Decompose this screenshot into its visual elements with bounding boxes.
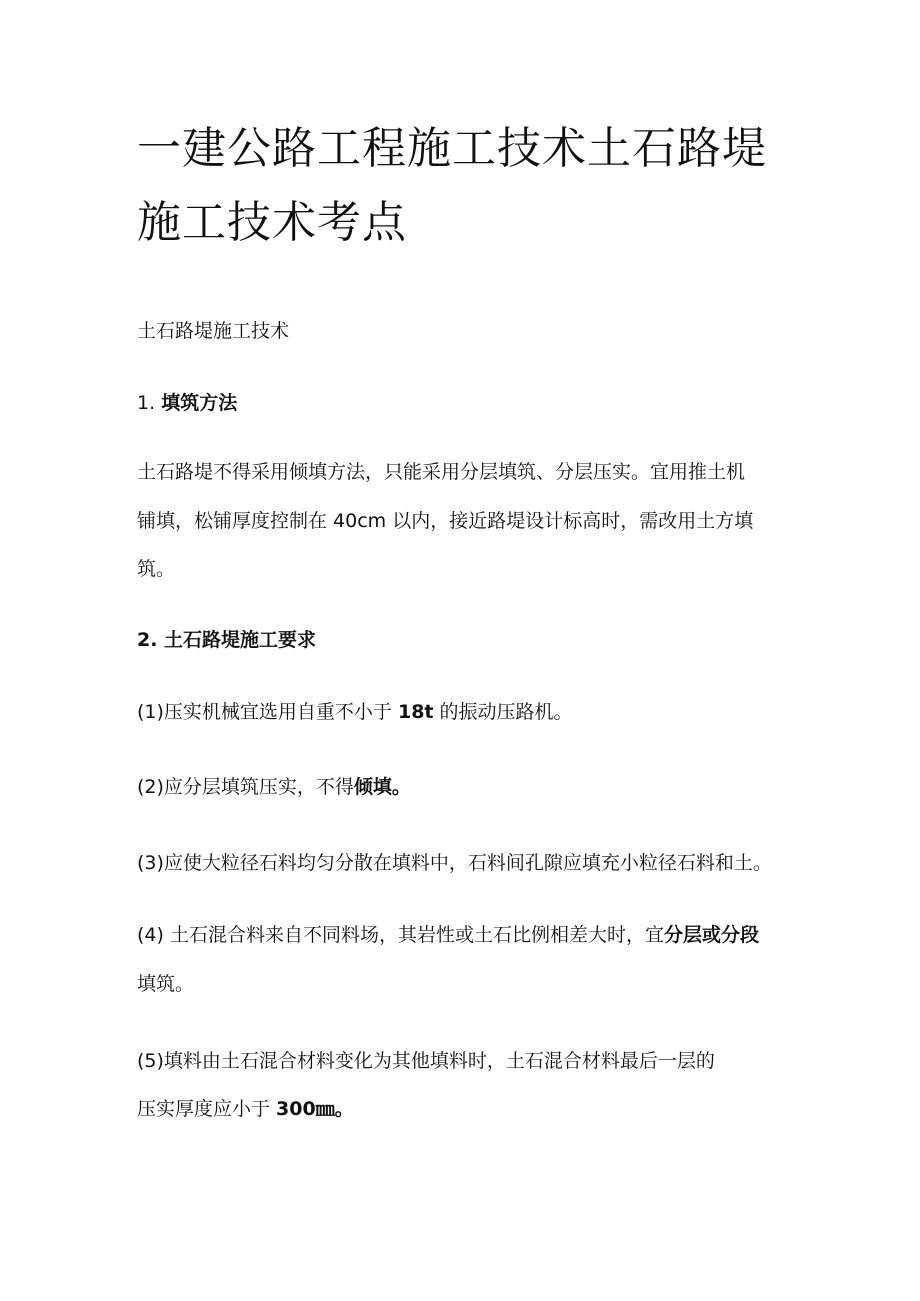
requirement-1-bold: 18t [397, 701, 434, 723]
requirement-5-text: 压实厚度应小于 [137, 1098, 277, 1120]
item-1-paragraph-line-1: 土石路堤不得采用倾填方法，只能采用分层填筑、分层压实。宜用推土机 [137, 461, 746, 483]
requirement-2-bold: 倾填。 [353, 776, 411, 798]
requirement-5-line-2 [137, 1098, 354, 1120]
requirement-4-bold: 分层或分段 [663, 924, 759, 946]
document-title [137, 112, 837, 260]
requirement-5-bold: 300㎜。 [276, 1098, 354, 1120]
requirement-5-line-1: (5)填料由土石混合材料变化为其他填料时，土石混合材料最后一层的 [137, 1050, 715, 1072]
requirement-2-text: (2)应分层填筑压实，不得 [137, 776, 354, 798]
requirement-1-text-a: (1)压实机械宜选用自重不小于 [137, 701, 398, 723]
requirement-1-text-b: 的振动压路机。 [433, 701, 573, 723]
requirement-4-line-1 [137, 924, 759, 946]
requirement-4-line-2: 填筑。 [137, 973, 195, 995]
requirement-4-text: (4) 土石混合料来自不同料场，其岩性或土石比例相差大时，宜 [137, 924, 664, 946]
item-1-paragraph-line-3: 筑。 [137, 558, 176, 580]
item-1-title: 填筑方法 [161, 392, 238, 414]
requirement-2 [137, 776, 411, 798]
title-line-2: 施工技术考点 [137, 197, 407, 248]
item-2-heading: 2. 土石路堤施工要求 [137, 629, 317, 651]
section-heading: 土石路堤施工技术 [137, 320, 290, 342]
item-1-paragraph-line-2: 铺填，松铺厚度控制在 40cm 以内，接近路堤设计标高时，需改用土方填 [137, 510, 754, 532]
requirement-1 [137, 701, 573, 723]
item-1-number: 1. [137, 392, 156, 414]
requirement-3: (3)应使大粒径石料均匀分散在填料中，石料间孔隙应填充小粒径石料和土。 [137, 852, 772, 874]
title-line-1: 一建公路工程施工技术土石路堤 [137, 123, 767, 174]
item-1-heading [137, 392, 237, 414]
